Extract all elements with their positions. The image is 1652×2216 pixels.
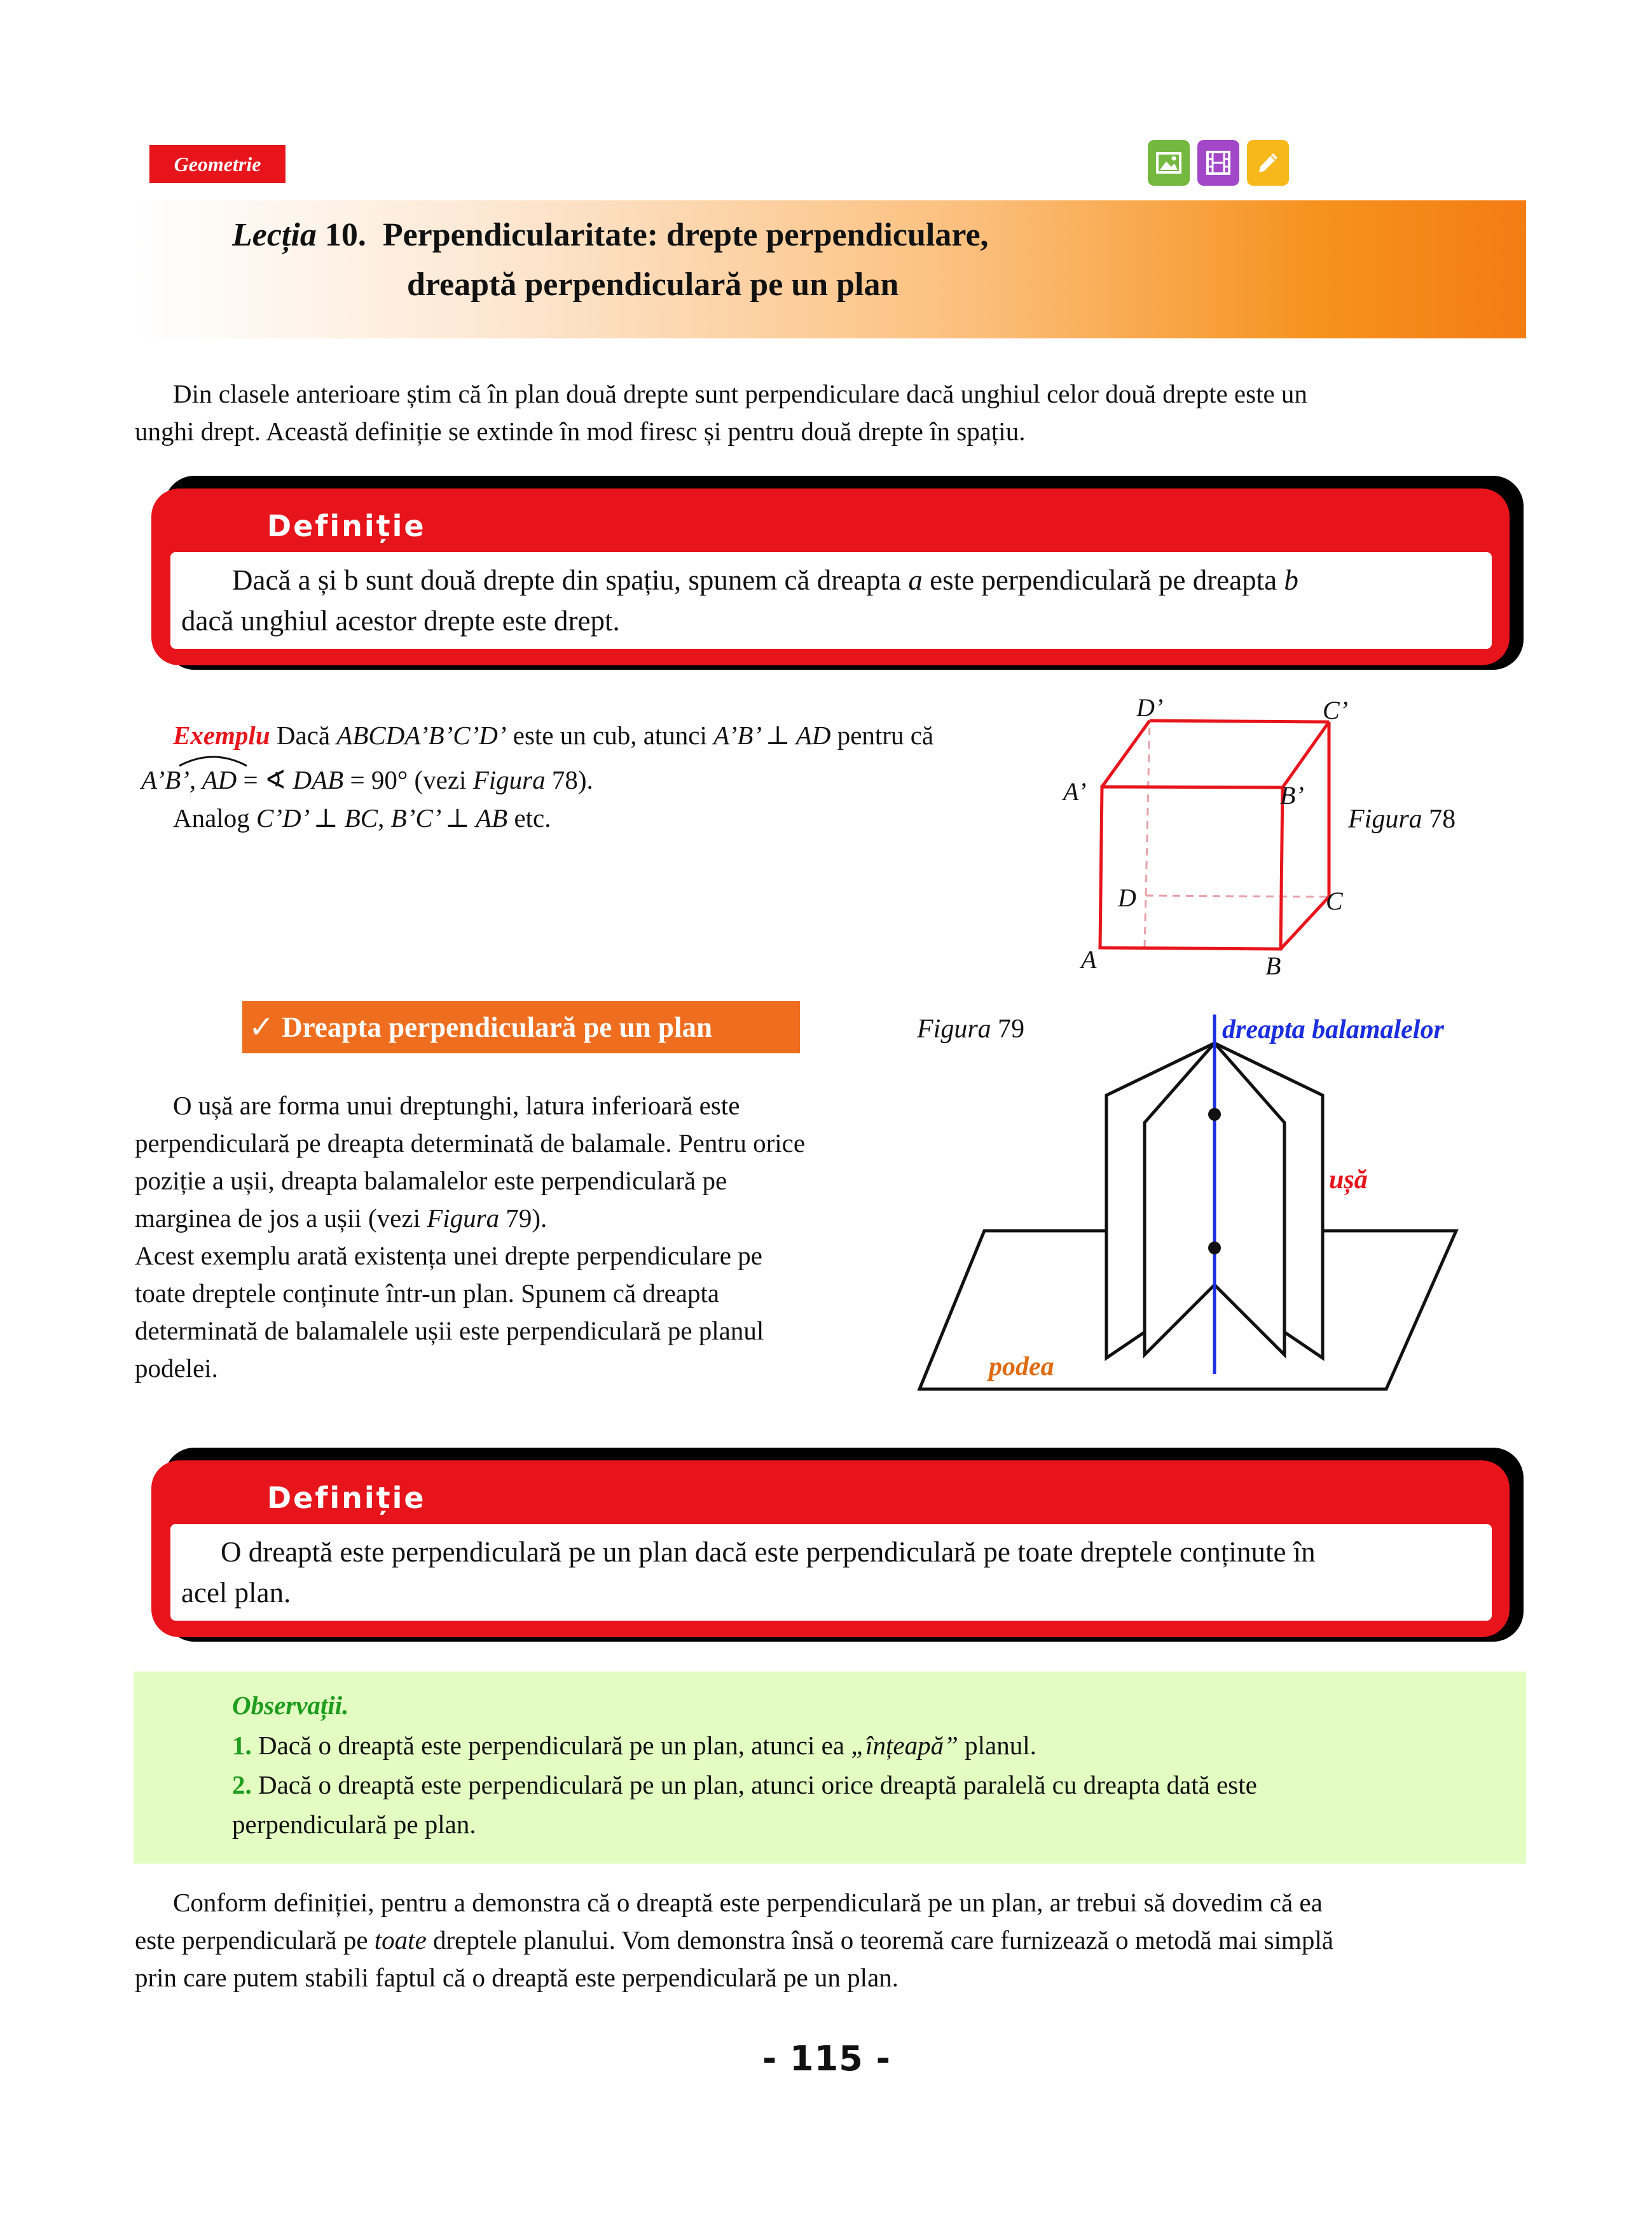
hinge-point-top <box>1208 1108 1221 1121</box>
lesson-word: Lecția <box>232 217 317 253</box>
cube-visible-edges <box>1100 721 1329 949</box>
hinge-point-bottom <box>1208 1242 1221 1254</box>
intro-paragraph <box>135 375 1526 450</box>
angle-arc-icon <box>178 752 248 767</box>
lesson-title <box>232 216 989 254</box>
observation-1: 1. Dacă o dreaptă este perpendiculară pe un plan, atunci ea „înțeapă” planul. <box>232 1731 1036 1760</box>
door-paragraph: O ușă are forma unui dreptunghi, latura inferioară este perpendiculară pe dreapta determinată de balamale. Pentru orice poziție a ușii, dreapta balamalelor este perpendiculară pe marginea de jos a ușii (vezi Figura 79). Acest exemplu arată existența unei drepte perpendiculare pe toate dreptele conținute într-un plan. Spunem că dreapta determinată de balamalele ușii este perpendiculară pe planul podelei. <box>135 1091 806 1383</box>
figure-78-caption: Figura 78 <box>1348 805 1456 834</box>
cube-label-A1: A’ <box>1063 777 1087 806</box>
label-door: ușă <box>1329 1165 1368 1195</box>
cube-label-D: D <box>1118 883 1136 912</box>
cube-label-A: A <box>1081 945 1097 974</box>
conclusion-paragraph: Conform definiției, pentru a demonstra că o dreaptă este perpendiculară pe un plan, ar trebui să dovedim că ea este perpendiculară pe toate dreptele planului. Vom demonstra însă o teoremă care furnizează o metodă mai simplă prin care putem stabili faptul că o dreaptă este perpendiculară pe un plan. <box>135 1888 1333 1992</box>
subject-tag: Geometrie <box>149 145 286 183</box>
definition-1-line-2: dacă unghiul acestor drepte este drept. <box>181 605 620 637</box>
angle-expression: A’B’, AD <box>141 761 237 800</box>
figure-79-caption: Figura 79 <box>917 1015 1025 1044</box>
label-hinge: dreapta balamalelor <box>1222 1015 1444 1044</box>
page-number: - 115 - <box>762 2039 891 2079</box>
title-line-2: dreaptă perpendiculară pe un plan <box>407 267 899 303</box>
observation-2: 2. Dacă o dreaptă este perpendiculară pe un plan, atunci orice dreaptă paralelă cu dreapta dată este <box>232 1770 1257 1799</box>
definition-1-text: Dacă a și b sunt două drepte din spațiu, spunem că dreapta a este perpendiculară pe dreapta b dacă unghiul acestor drepte este drept. <box>181 560 1485 641</box>
pencil-icon[interactable] <box>1247 140 1289 186</box>
definition-2-text: O dreaptă este perpendiculară pe un plan dacă este perpendiculară pe toate dreptele conținute în acel plan. <box>181 1536 1316 1609</box>
observation-2-cont: perpendiculară pe plan. <box>232 1810 476 1839</box>
cube-label-D1: D’ <box>1136 693 1164 722</box>
title-line-1: Perpendicularitate: drepte perpendiculare, <box>382 217 989 253</box>
definition-1-label: Definiție <box>267 509 426 543</box>
intro-line-2: unghi drept. Această definiție se extinde în mod firesc și pentru două drepte în spațiu. <box>135 417 1026 446</box>
example-line-1: Exemplu Dacă ABCDA’B’C’D’ este un cub, atunci A’B’ ⊥ AD pentru că <box>173 721 934 750</box>
cube-label-C: C <box>1326 887 1343 915</box>
example-line-2: A’B’, AD = ∢ DAB = 90° (vezi Figura 78). <box>141 761 593 800</box>
observations-title: Observații. <box>232 1691 349 1720</box>
example-line-3: Analog C’D’ ⊥ BC, B’C’ ⊥ AB etc. <box>173 803 551 833</box>
intro-line-1: Din clasele anterioare știm că în plan două drepte sunt perpendiculare dacă unghiul celor două drepte este un <box>173 379 1307 408</box>
cube-label-B1: B’ <box>1280 781 1304 810</box>
section-header <box>242 1001 800 1053</box>
cube-label-B: B <box>1265 952 1281 980</box>
image-icon[interactable] <box>1148 140 1190 186</box>
label-floor: podea <box>989 1352 1054 1382</box>
film-icon[interactable] <box>1197 140 1239 186</box>
example-label: Exemplu <box>173 721 270 750</box>
cube-label-C1: C’ <box>1323 696 1348 724</box>
cube-hidden-edges <box>1145 721 1329 948</box>
figure-78-cube <box>1049 687 1552 992</box>
definition-2-label: Definiție <box>267 1481 426 1515</box>
section-title: Dreapta perpendiculară pe un plan <box>282 1011 712 1043</box>
check-icon: ✓ <box>249 1009 275 1045</box>
lesson-number: 10. <box>324 217 366 253</box>
figure-79-door <box>909 1005 1526 1412</box>
